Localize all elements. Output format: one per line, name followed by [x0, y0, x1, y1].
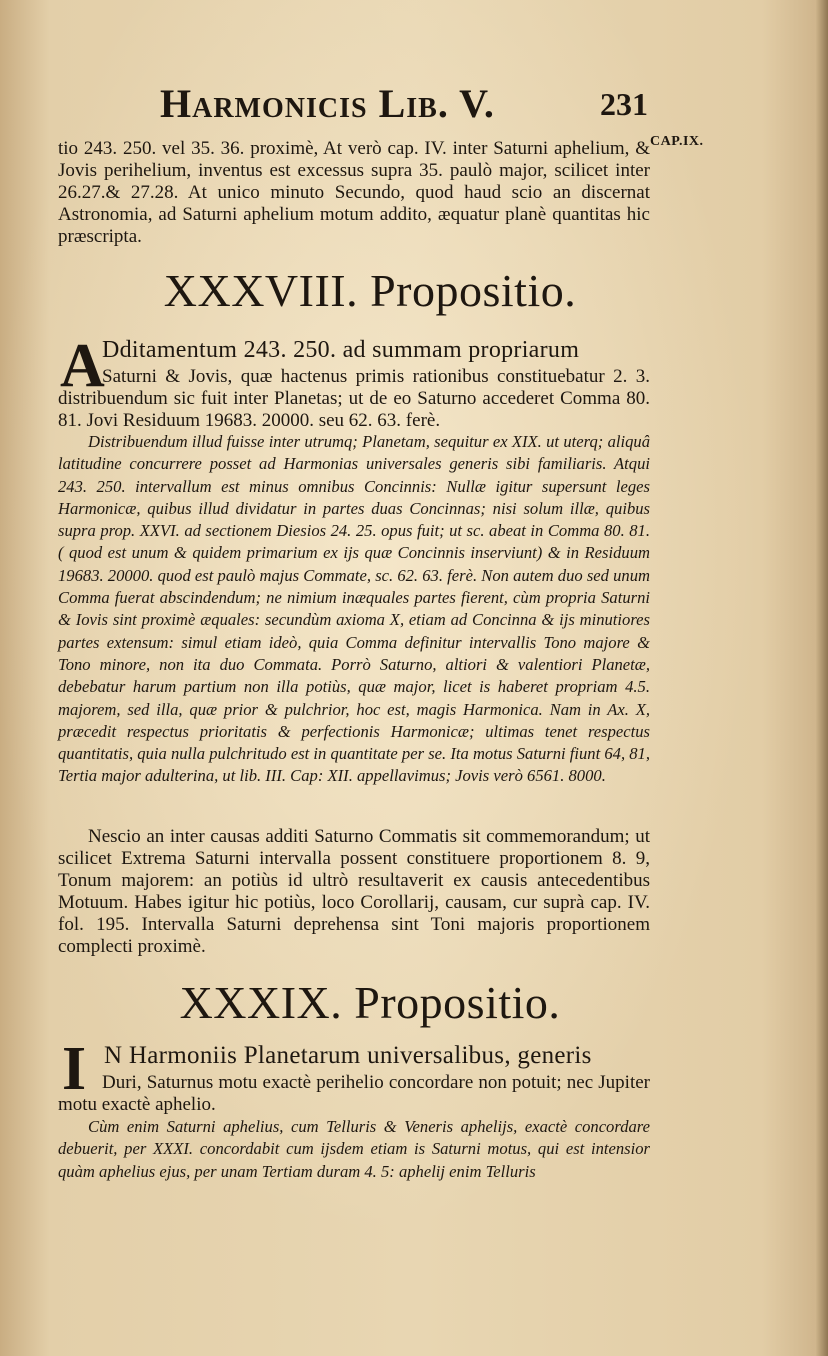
running-header	[160, 80, 660, 130]
proposition-39-first-line: N Harmoniis Planetarum universalibus, generis	[104, 1042, 592, 1069]
running-title: Harmonicis Lib. V.	[160, 81, 495, 126]
page-edge	[816, 0, 828, 1356]
proposition-39-title: XXXIX. Propositio.	[179, 977, 561, 1028]
margin-note: CAP.IX.	[650, 134, 704, 149]
proposition-39-commentary: Cùm enim Saturni aphelius, cum Telluris & Veneris aphelijs, exactè concordare debuerit, per XXXI. concordabit cum ijsdem etiam is Saturni motus, qui est intensior quàm aphelius ejus, per unam Tertiam duram 4. 5: aphelij enim Telluris	[58, 1117, 650, 1181]
proposition-39-statement: Duri, Saturnus motu exactè perihelio concordare non potuit; nec Jupiter motu exactè aphelio.	[58, 1072, 650, 1115]
proposition-38-title: XXXVIII. Propositio.	[163, 265, 577, 316]
proposition-38-commentary: Distribuendum illud fuisse inter utrumq; Planetam, sequitur ex XIX. ut uterq; aliquâ latitudine concurrere posset ad Harmonias universales generis sibi familiaris. Atqui 243. 250. intervallum est minus omnibus Concinnis: Nullæ igitur supersunt leges Harmonicæ, quibus illud dividatur in partes duas Concinnas; nisi solum illæ, quibus supra prop. XXVI. ad sectionem Diesios 24. 25. opus fuit; ut sc. abeat in Comma 80. 81. ( quod est unum & quidem primarium ex ijs quæ Concinnis inserviunt) & in Residuum 19683. 20000. quod est paulò majus Commate, sc. 62. 63. ferè. Non autem duo sed unum Comma fuerat abscindendum; ne nimium inæquales partes fierent, cùm propria Saturni & Iovis sint proximè æquales: secundùm axioma X, etiam ad Concinna & ijs minutiores partes extensum: simul etiam ideò, quia Comma definitur intervallis Tono majore & Tono minore, non ita duo Commata. Porrò Saturno, altiori & valentiori Planetæ, debebatur harum partium non illa potiùs, quæ major, licet is haberet propriam 4.5. majorem, sed illa, quæ prior & pulchrior, hoc est, magis Harmonica. Nam in Ax. X, præcedit respectus prioritatis & perfectionis Harmonicæ; ultimas tenet respectus quantitatis, quia nulla pulchritudo est in quantitate per se. Ita motus Saturni fiunt 64, 81, Tertia major adulterina, ut lib. III. Cap: XII. appellavimus; Jovis verò 6561. 8000.	[58, 432, 650, 786]
proposition-38-dropcap: A	[60, 332, 105, 400]
proposition-38-first-line: Dditamentum 243. 250. ad summam propriarum	[102, 337, 580, 363]
proposition-39-dropcap: I	[62, 1035, 87, 1103]
continuation-paragraph: tio 243. 250. vel 35. 36. proximè, At verò cap. IV. inter Saturni aphelium, & Jovis perihelium, inventus est excessus supra 35. paulò major, scilicet inter 26.27.& 27.28. At unico minuto Secundo, quod haud scio an discernat Astronomia, ad Saturni aphelium motum addito, æquatur planè quantitas hic præscripta.	[58, 138, 650, 247]
proposition-38-statement: Saturni & Jovis, quæ hactenus primis rationibus constituebatur 2. 3. distribuendum sic fuit inter Planetas; ut de eo Saturno accederet Comma 80. 81. Jovi Residuum 19683. 20000. seu 62. 63. ferè.	[58, 366, 650, 431]
proposition-38-closing-paragraph: Nescio an inter causas additi Saturno Commatis sit commemorandum; ut scilicet Extrema Saturni intervalla possent constituere proportionem 8. 9, Tonum majorem: an potiùs id ultrò resultaverit ex causis antecedentibus Motuum. Habes igitur hic potiùs, loco Corollarij, causam, cur suprà cap. IV. fol. 195. Intervalla Saturni deprehensa sint Toni majoris proportionem complecti proximè.	[58, 826, 650, 957]
page-number: 231	[600, 86, 648, 122]
